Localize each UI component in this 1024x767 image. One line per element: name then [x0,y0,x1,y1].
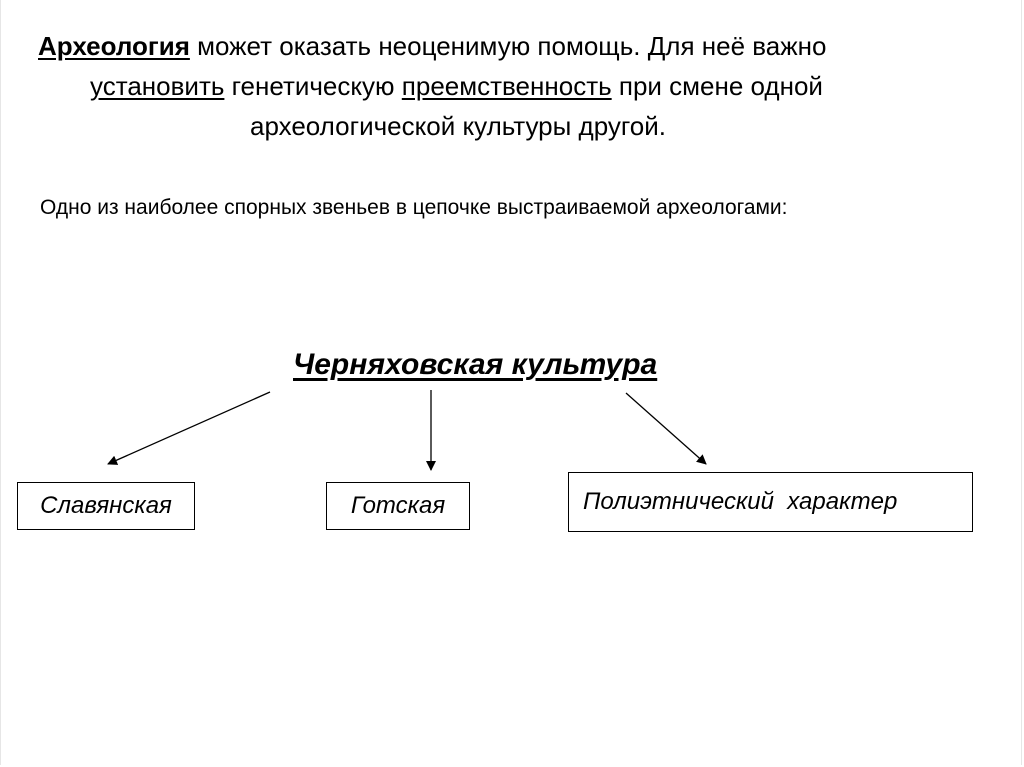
intro-line-3: археологической культуры другой. [249,111,666,141]
intro-link-establish: установить [90,71,225,101]
arrow-to-slavic [108,392,270,464]
intro-link-continuity: преемственность [401,71,612,101]
intro-term: Археология [38,31,190,61]
intro-text-2: генетическую [224,71,402,101]
arrow-to-poly [626,393,706,464]
diagram-root-title: Черняховская культура [293,348,658,381]
subtitle: Одно из наиболее спорных звеньев в цепочке выстраиваемой археологами: [40,196,788,219]
intro-text-1: может оказать неоценимую помощь. Для неё важно [189,31,827,61]
intro-text-3: при смене одной [611,71,823,101]
node-gothic: Готская [326,482,470,530]
node-polyethnic: Полиэтнический характер [568,472,973,532]
node-slavic: Славянская [17,482,195,530]
